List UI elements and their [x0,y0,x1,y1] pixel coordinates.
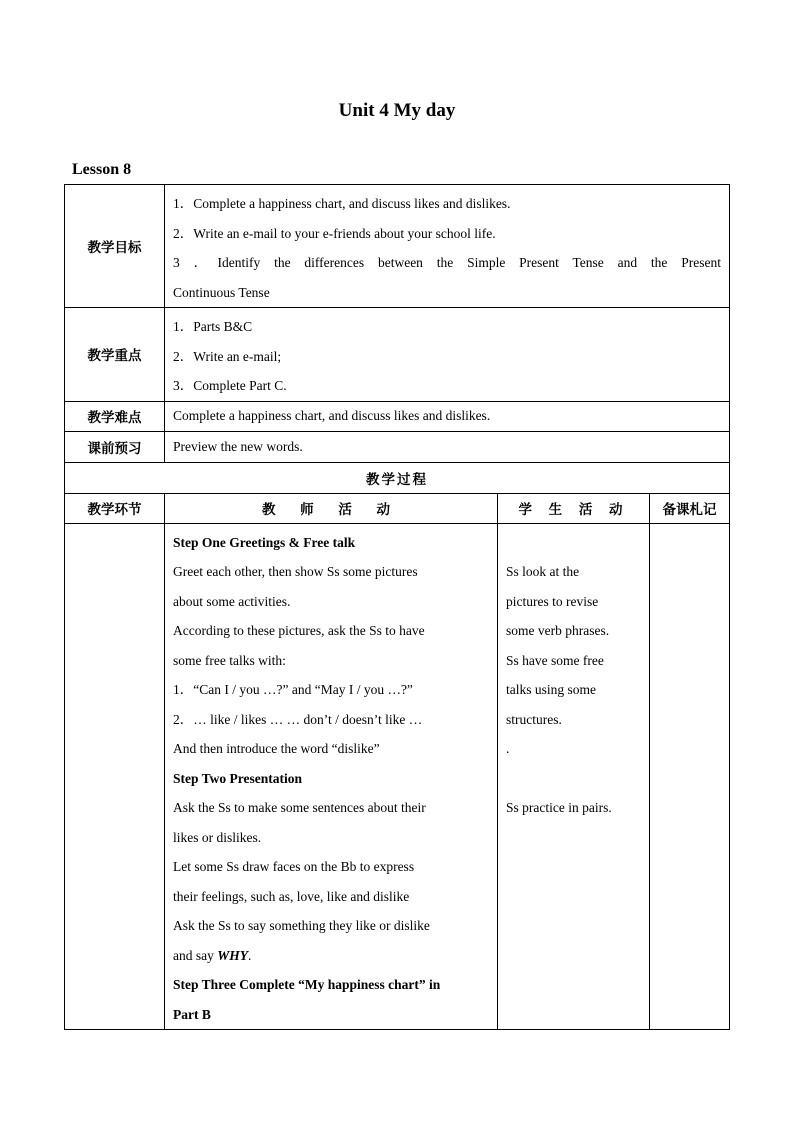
preview-label: 课前预习 [65,431,165,462]
difficulties-text: Complete a happiness chart, and discuss likes and dislikes. [173,408,491,423]
teacher-line [173,941,489,971]
objectives-content [165,185,730,308]
key-point-item: 3．Complete Part C. [173,378,287,393]
student-spacer [506,528,641,558]
process-heading: 教学过程 [65,462,730,493]
emphasis-why: WHY [217,947,249,963]
teacher-line: some free talks with: [173,652,286,668]
objective-item: 3 ．Identify the differences between the Simple Present Tense and the Present [173,255,721,270]
student-line: talks using some [506,682,596,697]
teacher-line-text: and say [173,947,218,963]
teacher-line-tail: . [248,947,252,963]
preview-row [65,431,730,462]
step-heading: Step Two Presentation [173,770,303,786]
teacher-activity-cell [165,523,498,1030]
teacher-column-header: 教 师 活 动 [165,493,498,523]
teacher-line: their feelings, such as, love, like and dislike [173,888,410,904]
difficulties-content [165,401,730,431]
objective-item: 2．Write an e-mail to your e-friends about your school life. [173,225,496,241]
objectives-row [65,185,730,308]
objective-item: Continuous Tense [173,284,270,300]
student-line: Ss look at the [506,564,580,579]
teacher-line: about some activities. [173,593,291,609]
student-column-header: 学 生 活 动 [498,493,650,523]
step-heading: Step Three Complete “My happiness chart” in [173,977,441,992]
stage-cell [65,523,165,1030]
teacher-line: 2．… like / likes … … don’t / doesn’t like … [173,711,423,727]
teacher-line: 1．“Can I / you …?” and “May I / you …?” [173,682,413,697]
objective-item: 1．Complete a happiness chart, and discuss likes and dislikes. [173,196,511,211]
teacher-line: Ask the Ss to say something they like or dislike [173,918,430,933]
objectives-label: 教学目标 [65,185,165,308]
preview-text: Preview the new words. [173,438,303,454]
notes-cell [650,523,730,1030]
step-heading: Step One Greetings & Free talk [173,534,356,550]
student-line: . [506,741,510,756]
process-body-row [65,523,730,1030]
document-title: Unit 4 My day [338,100,456,121]
step-heading: Part B [173,1006,211,1022]
student-line: Ss have some free [506,652,604,668]
difficulties-label: 教学难点 [65,401,165,431]
key-point-item: 1．Parts B&C [173,319,253,334]
teacher-line: And then introduce the word “dislike” [173,741,380,756]
student-line: some verb phrases. [506,623,610,638]
student-line: pictures to revise [506,593,599,609]
key-points-label: 教学重点 [65,308,165,402]
stage-column-header: 教学环节 [65,493,165,523]
teacher-line: Let some Ss draw faces on the Bb to express [173,859,415,874]
process-heading-row [65,462,730,493]
student-line: Ss practice in pairs. [506,800,612,815]
teacher-line: According to these pictures, ask the Ss to have [173,623,425,638]
notes-column-header: 备课札记 [650,493,730,523]
teacher-line: Greet each other, then show Ss some pictures [173,564,418,579]
key-points-content [165,308,730,402]
process-column-header-row [65,493,730,523]
student-line [506,764,641,794]
lesson-heading: Lesson 8 [72,161,132,178]
key-point-item: 2．Write an e-mail; [173,348,282,364]
teacher-line: Ask the Ss to make some sentences about their [173,800,426,815]
student-activity-cell [498,523,650,1030]
difficulties-row [65,401,730,431]
student-line: structures. [506,711,562,727]
teacher-line: likes or dislikes. [173,829,262,845]
lesson-plan-table [64,184,730,1030]
preview-content [165,431,730,462]
key-points-row [65,308,730,402]
